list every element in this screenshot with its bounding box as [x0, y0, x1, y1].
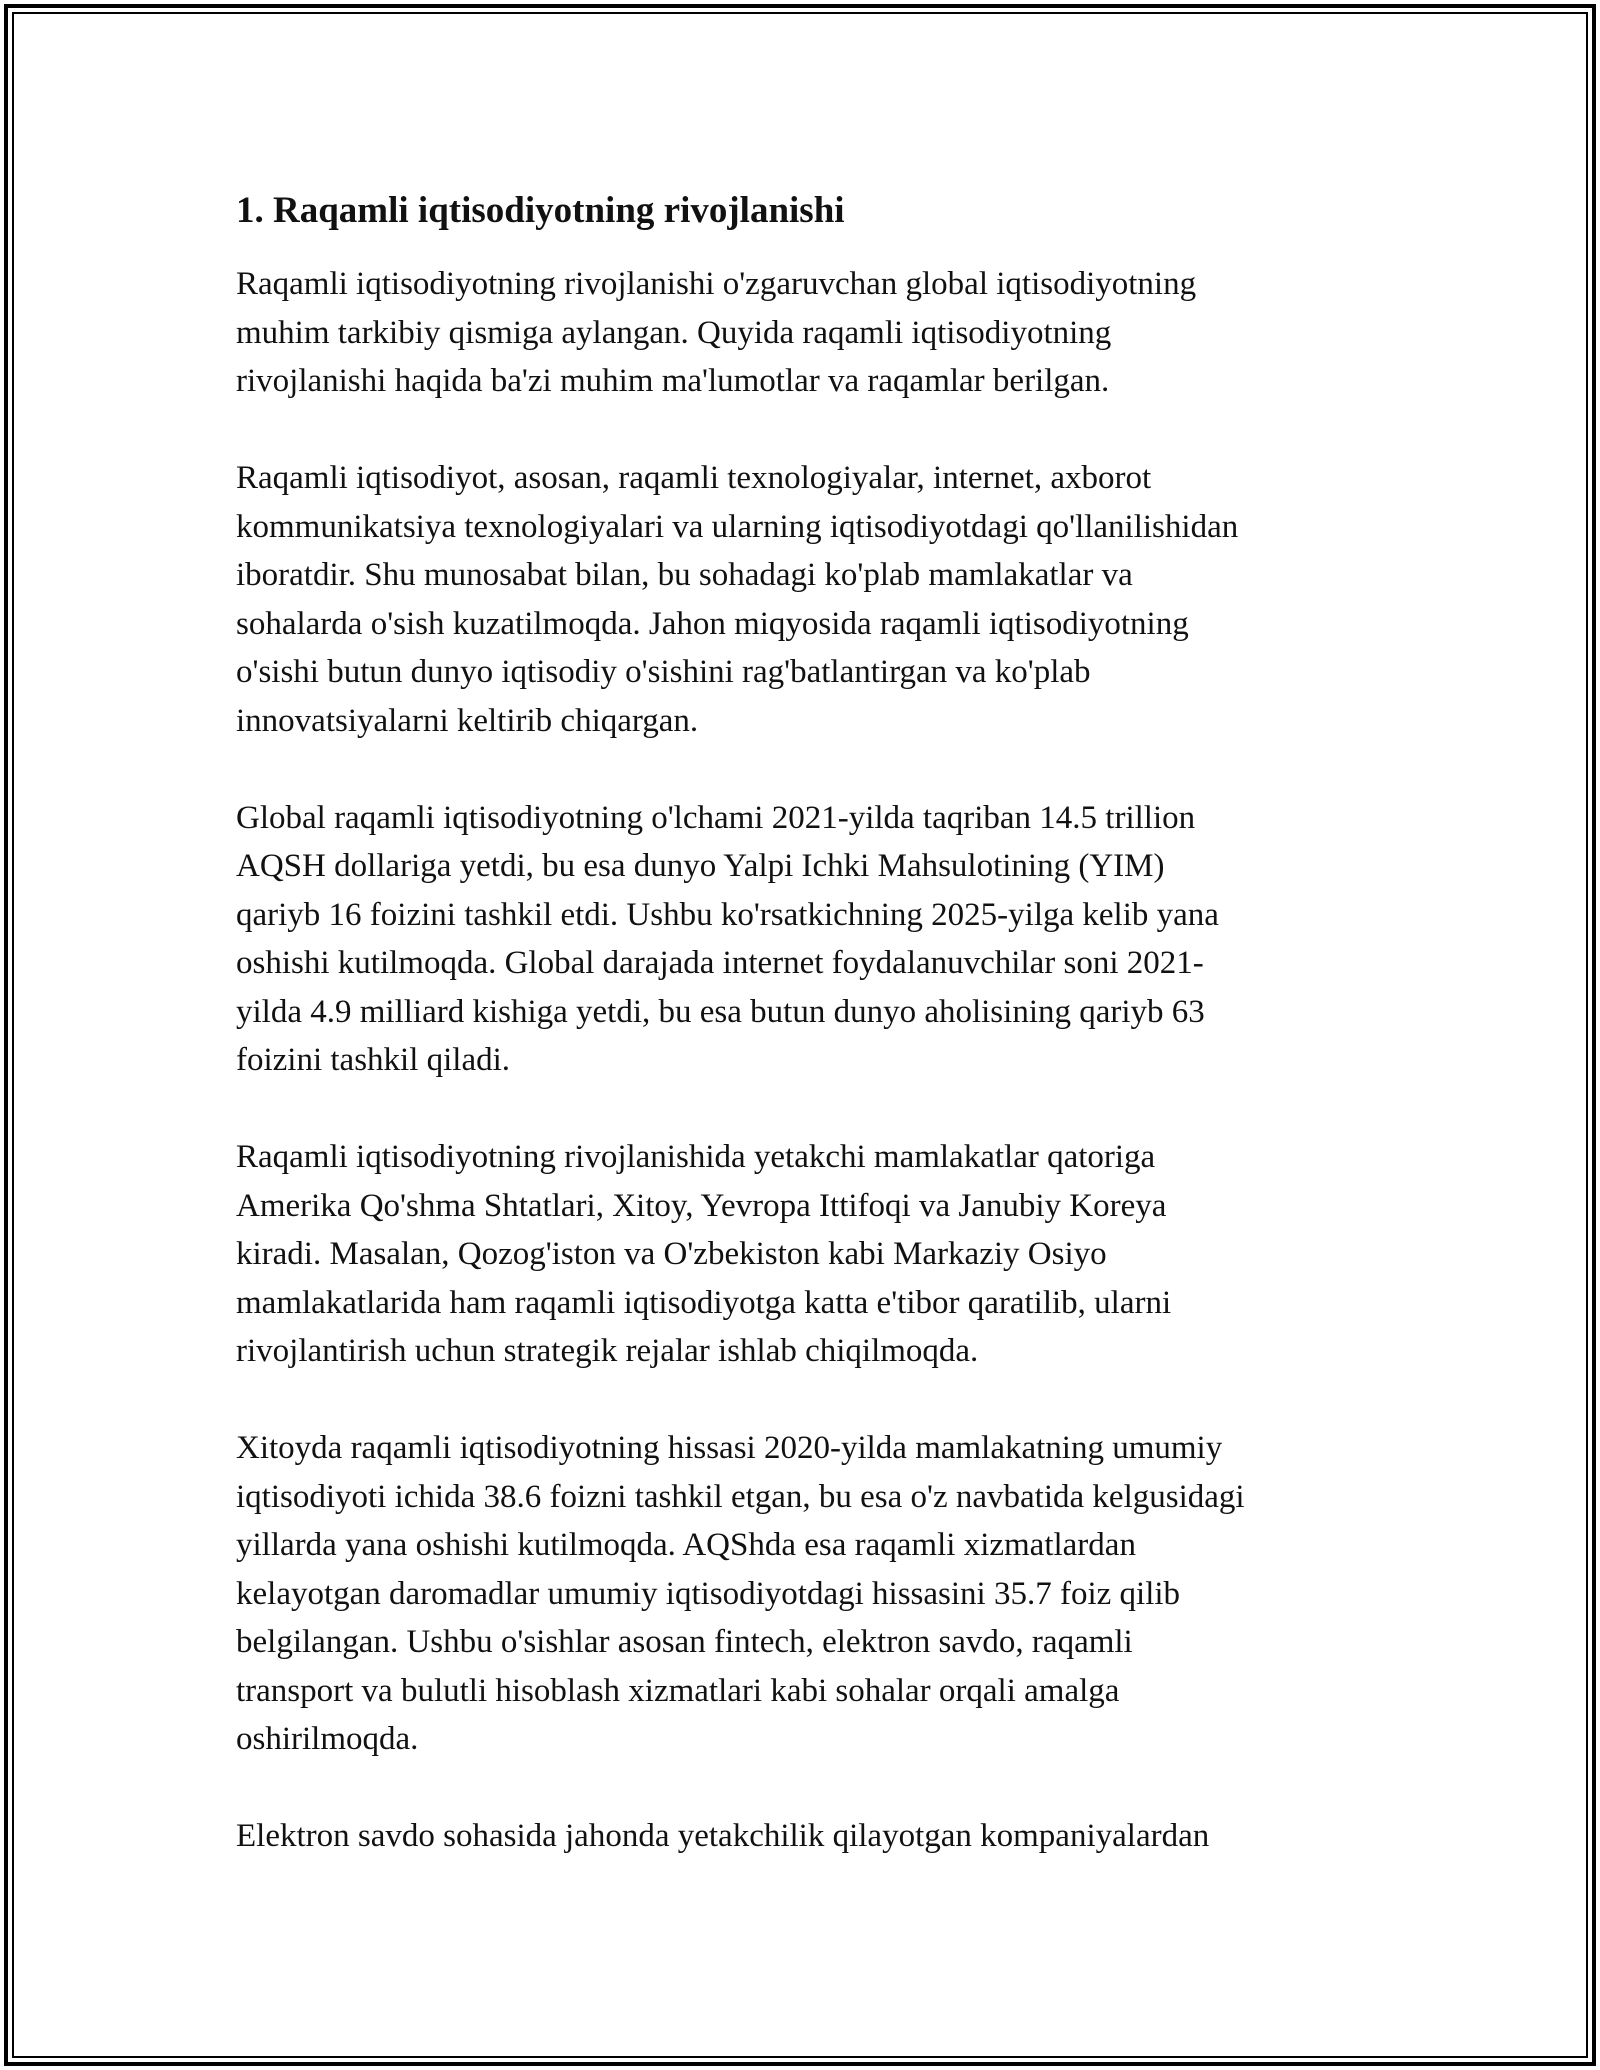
paragraph-line: rivojlantirish uchun strategik rejalar ishlab chiqilmoqda. — [236, 1333, 979, 1369]
paragraph-line: sohalarda o'sish kuzatilmoqda. Jahon miqyosida raqamli iqtisodiyotning — [236, 605, 1189, 642]
paragraph-line: Elektron savdo sohasida jahonda yetakchilik qilayotgan kompaniyalardan — [236, 1818, 1210, 1854]
paragraph-line: AQSH dollariga yetdi, bu esa dunyo Yalpi Ichki Mahsulotining (YIM) — [236, 848, 1165, 884]
paragraph-line: o'sishi butun dunyo iqtisodiy o'sishini rag'batlantirgan va ko'plab — [236, 654, 1091, 690]
paragraph-line: Raqamli iqtisodiyotning rivojlanishida yetakchi mamlakatlar qatoriga — [236, 1139, 1156, 1175]
paragraph — [236, 794, 1396, 1085]
paragraph — [236, 260, 1396, 406]
paragraph-line: iboratdir. Shu munosabat bilan, bu sohadagi ko'plab mamlakatlar va — [236, 557, 1133, 593]
paragraph-line: kiradi. Masalan, Qozog'iston va O'zbekiston kabi Markaziy Osiyo — [236, 1236, 1107, 1272]
paragraph-line: innovatsiyalarni keltirib chiqargan. — [236, 702, 699, 739]
paragraph-line: kelayotgan daromadlar umumiy iqtisodiyotdagi hissasini 35.7 foiz qilib — [236, 1575, 1181, 1612]
paragraph-line: yillarda yana oshishi kutilmoqda. AQShda esa raqamli xizmatlardan — [236, 1527, 1136, 1563]
paragraph-line: belgilangan. Ushbu o'sishlar asosan fintech, elektron savdo, raqamli — [236, 1624, 1133, 1660]
paragraph-line: transport va bulutli hisoblash xizmatlari kabi sohalar orqali amalga — [236, 1672, 1120, 1709]
paragraph-line: rivojlanishi haqida ba'zi muhim ma'lumotlar va raqamlar berilgan. — [236, 363, 1110, 399]
paragraph-line: oshirilmoqda. — [236, 1721, 419, 1757]
paragraph — [236, 1424, 1396, 1764]
paragraph-line: Global raqamli iqtisodiyotning o'lchami 2021-yilda taqriban 14.5 trillion — [236, 799, 1196, 836]
paragraph-line: Xitoyda raqamli iqtisodiyotning hissasi 2020-yilda mamlakatning umumiy — [236, 1430, 1223, 1466]
section-heading: 1. Raqamli iqtisodiyotning rivojlanishi — [236, 190, 845, 231]
paragraph — [236, 1812, 1396, 1861]
paragraph-line: Raqamli iqtisodiyot, asosan, raqamli texnologiyalar, internet, axborot — [236, 460, 1152, 496]
paragraph-line: kommunikatsiya texnologiyalari va ularning iqtisodiyotdagi qo'llanilishidan — [236, 508, 1239, 545]
paragraph — [236, 454, 1396, 745]
document-body — [236, 186, 1396, 1909]
paragraph-line: oshishi kutilmoqda. Global darajada internet foydalanuvchilar soni 2021- — [236, 945, 1204, 981]
paragraph-container — [236, 260, 1396, 1861]
paragraph-line: foizini tashkil qiladi. — [236, 1042, 511, 1078]
paragraph-line: Amerika Qo'shma Shtatlari, Xitoy, Yevropa Ittifoqi va Janubiy Koreya — [236, 1187, 1167, 1224]
paragraph — [236, 1133, 1396, 1376]
paragraph-line: Raqamli iqtisodiyotning rivojlanishi o'zgaruvchan global iqtisodiyotning — [236, 266, 1197, 302]
paragraph-line: yilda 4.9 milliard kishiga yetdi, bu esa butun dunyo aholisining qariyb 63 — [236, 993, 1205, 1030]
paragraph-line: mamlakatlarida ham raqamli iqtisodiyotga katta e'tibor qaratilib, ularni — [236, 1284, 1172, 1321]
paragraph-line: muhim tarkibiy qismiga aylangan. Quyida raqamli iqtisodiyotning — [236, 314, 1112, 351]
paragraph-line: qariyb 16 foizini tashkil etdi. Ushbu ko'rsatkichning 2025-yilga kelib yana — [236, 896, 1219, 933]
paragraph-line: iqtisodiyoti ichida 38.6 foizni tashkil etgan, bu esa o'z navbatida kelgusidagi — [236, 1478, 1245, 1515]
